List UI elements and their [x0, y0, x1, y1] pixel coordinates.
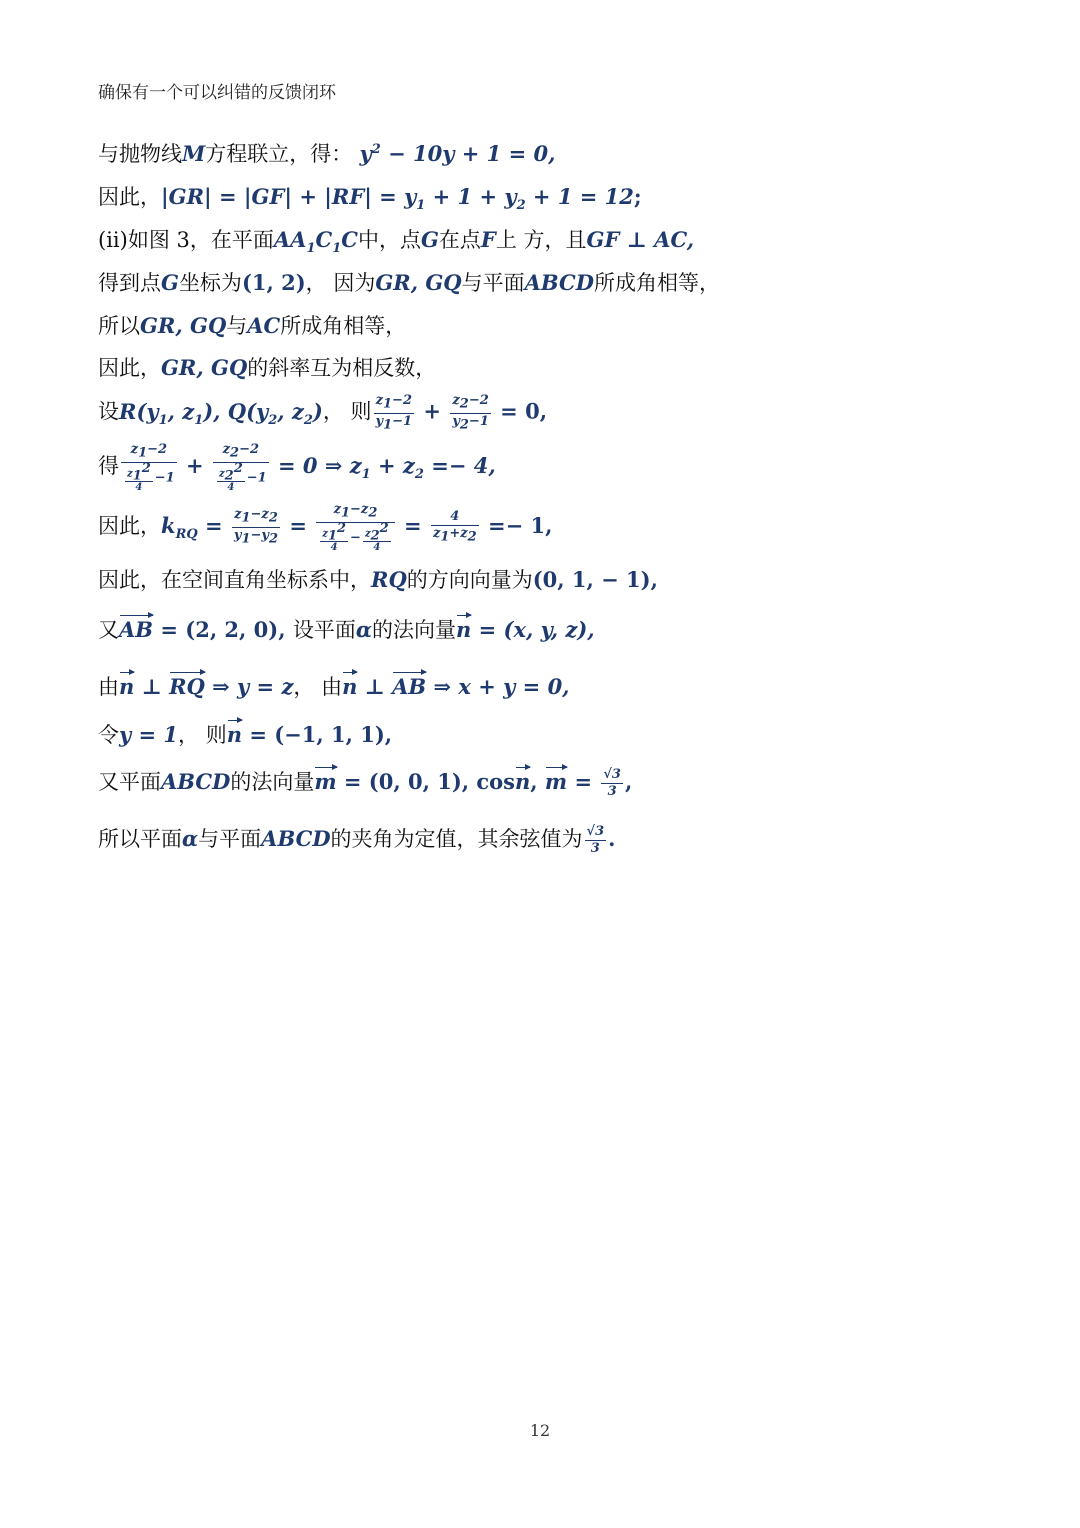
math: $AA_1C_1C$: [273, 227, 358, 257]
text: 设平面: [292, 618, 356, 642]
solution-line-2: [98, 181, 642, 213]
math-term: AC: [247, 313, 281, 338]
text: 得到点: [98, 271, 161, 295]
math-term: $z_1-z_2$: [316, 502, 394, 523]
math-term: (0, 1, − 1),: [532, 567, 658, 592]
math-term: AB: [119, 617, 154, 642]
text: 所成角相等，: [593, 271, 720, 295]
solution-line-8: [98, 442, 496, 493]
math-term: GR, GQ: [140, 313, 227, 338]
math-term: RQ: [169, 674, 205, 699]
fraction: [121, 442, 177, 493]
math: M: [182, 141, 206, 166]
math-term: =: [396, 512, 429, 538]
math-term: 4: [227, 481, 235, 493]
math-term: +: [178, 452, 211, 478]
text: 所成角相等，: [280, 314, 407, 338]
math-term: $z_2^2$: [218, 460, 243, 483]
math-term: 4: [330, 541, 338, 553]
math-term: = 0,: [492, 398, 548, 424]
fraction: [431, 509, 479, 546]
text: 的方向向量为: [406, 568, 533, 592]
text: 的斜率互为相反数，: [247, 356, 437, 380]
math-term: $z_2-2$: [213, 442, 269, 463]
solution-line-1: [98, 138, 555, 168]
math-term: GF ⊥ AC,: [586, 227, 695, 252]
text: 与: [226, 314, 248, 338]
text: 与抛物线: [98, 142, 182, 166]
solution-line-3: [98, 224, 694, 256]
math-term: 4: [135, 481, 143, 493]
math-term: $\frac{z_2^2}{4}$ −1: [218, 460, 267, 493]
math-term: ABCD: [261, 826, 331, 851]
solution-line-6: [98, 352, 436, 382]
solution-line-9: [98, 502, 552, 553]
text: 因此，在空间直角坐标系中，: [98, 568, 371, 592]
text: 的法向量: [372, 618, 457, 642]
solution-line-14: [98, 766, 632, 800]
math-term: +: [416, 398, 449, 424]
math-term: ⇒ x + y = 0,: [426, 674, 570, 699]
math-term: ⊥: [357, 674, 393, 699]
math-term: 4: [373, 541, 381, 553]
text: 中，点: [357, 228, 421, 252]
math-term: √3: [586, 824, 605, 839]
math-term: α: [355, 617, 373, 642]
math-term: 3: [590, 841, 600, 856]
text: 又: [98, 618, 119, 642]
math-term: n: [456, 617, 472, 642]
text: 因此，: [98, 513, 161, 538]
fraction: [450, 393, 491, 433]
math-equation: $|GR| = |GF| + |RF| = y_1 + 1 + y_2 + 1 = 12$: [161, 184, 634, 214]
solution-line-13: [98, 719, 392, 749]
text: 的法向量: [230, 770, 315, 794]
math-term: =: [282, 512, 315, 538]
math-term: = 0 ⇒ $z_1 + z_2 =- 4$,: [270, 452, 496, 483]
text: ， 由: [293, 675, 343, 699]
text: 因此，: [98, 356, 161, 380]
fraction: [316, 502, 394, 553]
fraction: [213, 442, 269, 493]
solution-line-10: [98, 564, 658, 594]
math-term: n: [119, 674, 135, 699]
text: 设: [98, 399, 119, 424]
solution-line-15: [98, 823, 615, 857]
math-term: $z_1+z_2$: [432, 526, 477, 545]
page-header: 确保有一个可以纠错的反馈闭环: [98, 83, 336, 103]
solution-line-5: [98, 310, 406, 340]
math-term: .: [608, 826, 616, 851]
math-term: n: [515, 769, 531, 794]
text: 上 方，且: [495, 228, 587, 252]
text: ， 因为: [305, 271, 376, 295]
math-term: $k_{RQ}$ =: [161, 512, 230, 543]
math-term: $z_1-2$: [121, 442, 177, 463]
text: 在点: [438, 228, 481, 252]
math-term: G: [420, 227, 439, 252]
text: 又平面: [98, 770, 161, 794]
text: ， 则: [322, 399, 372, 424]
text: 坐标为: [178, 271, 242, 295]
math-term: ;: [633, 184, 642, 209]
math-term: m: [314, 769, 337, 794]
text: (ii)如图 3，在平面: [98, 228, 274, 252]
math-term: GR, GQ: [375, 270, 462, 295]
math-term: $z_2^2$: [364, 520, 389, 543]
math-term: n: [342, 674, 358, 699]
math-term: $z_2-2$: [450, 393, 491, 414]
solution-line-11: [98, 614, 595, 644]
math-term: [363, 520, 391, 553]
math-term: = (0, 0, 1), cos: [336, 769, 516, 794]
math-term: [320, 520, 348, 553]
math-term: F: [480, 227, 496, 252]
math-term: [217, 460, 245, 493]
math-term: 4: [431, 509, 479, 526]
math-term: n: [226, 722, 243, 747]
math-term: $z_1-z_2$: [232, 507, 280, 528]
math-term: $y_1-1$: [375, 413, 413, 433]
math-term: m: [544, 769, 568, 794]
solution-line-12: [98, 671, 570, 701]
math-term: $\frac{z_1^2}{4}$ − $\frac{z_2^2}{4}$: [322, 520, 389, 553]
math-term: ,: [530, 769, 545, 794]
math-term: $z_1^2$: [322, 520, 347, 543]
math-term: ,: [624, 769, 633, 794]
fraction: [232, 507, 280, 547]
math-term: $\frac{z_1^2}{4}$ −1: [127, 460, 175, 493]
text: 所以平面: [98, 827, 182, 851]
math-term: $y_1-y_2$: [233, 527, 279, 547]
fraction: [601, 767, 623, 800]
math-term: =: [567, 769, 600, 794]
fraction: [374, 393, 415, 433]
math-term: $z_1-2$: [374, 393, 415, 414]
math-term: = (−1, 1, 1),: [242, 722, 393, 747]
text: 因此，: [98, 185, 161, 209]
text: 由: [98, 675, 119, 699]
text: 与平面: [461, 271, 525, 295]
math-term: ⇒ y = z: [204, 674, 294, 699]
fraction: [585, 824, 607, 857]
math-term: $z_1^2$: [127, 460, 151, 483]
math-term: ⊥: [134, 674, 170, 699]
page-number: 12: [529, 1421, 551, 1440]
text: 得: [98, 453, 119, 478]
math-term: = (2, 2, 0),: [153, 617, 293, 642]
text: 与平面: [198, 827, 262, 851]
math-term: $y_2-1$: [452, 413, 489, 433]
text: ， 则: [178, 723, 227, 747]
math-term: $R(y_1$, $z_1$), $Q(y_2$, $z_2$): [119, 398, 323, 428]
text: 令: [98, 723, 119, 747]
math-term: AB: [392, 674, 427, 699]
math-term: RQ: [371, 567, 407, 592]
math-term: G: [161, 270, 179, 295]
solution-line-4: [98, 267, 720, 297]
math-term: ABCD: [161, 769, 231, 794]
math-term: 3: [607, 784, 617, 799]
math-term: = (x, y, z),: [471, 617, 595, 642]
math-term: =− 1,: [480, 512, 553, 538]
math-term: GR, GQ: [161, 355, 248, 380]
text: 的夹角为定值，其余弦值为: [330, 827, 583, 851]
math-term: ABCD: [524, 270, 594, 295]
text: 所以: [98, 314, 140, 338]
text: 方程联立，得：: [205, 142, 353, 166]
math-term: y = 1: [119, 722, 179, 747]
math-term: α: [182, 826, 199, 851]
math-term: √3: [603, 767, 621, 782]
solution-line-7: [98, 393, 547, 433]
math-term: (1, 2): [241, 270, 306, 295]
math-equation: $y^2 - 10y + 1 = 0$,: [352, 141, 556, 166]
